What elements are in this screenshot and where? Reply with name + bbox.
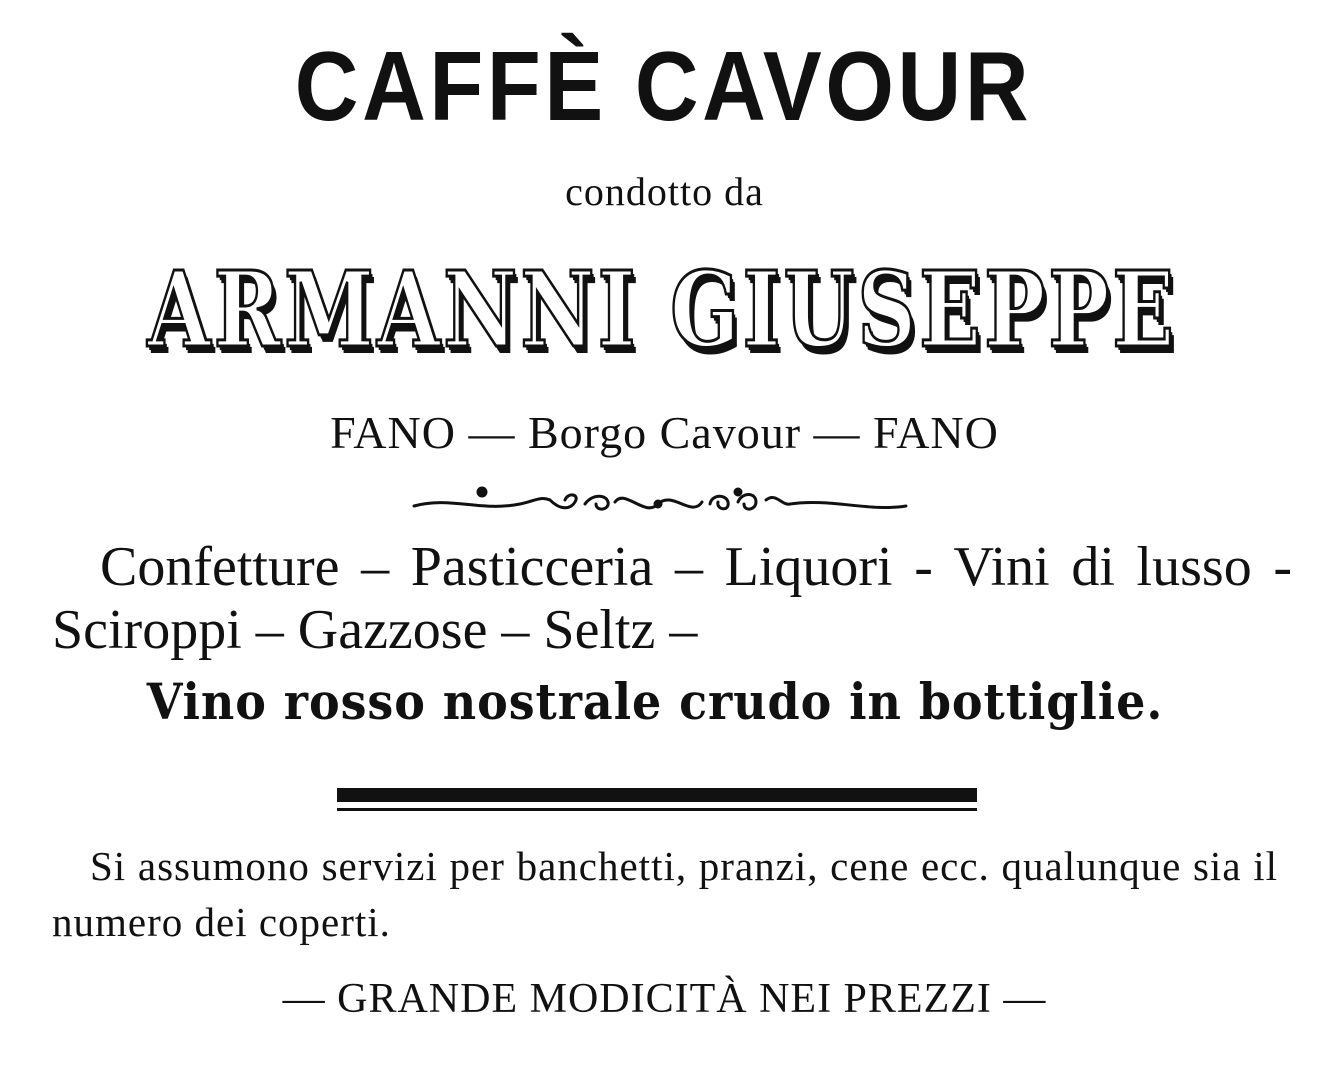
divider-thick <box>337 788 977 802</box>
proprietor-name: ARMANNI GIUSEPPE <box>147 248 1178 371</box>
services-text: Si assumono servizi per banchetti, pranzi, cene ecc. qualunque sia il numero dei coperti. <box>52 843 1278 945</box>
flourish-ornament-icon <box>410 482 910 526</box>
address-line: FANO — Borgo Cavour — FANO <box>330 407 999 458</box>
products-list: Confetture – Pasticceria – Liquori - Vini di lusso - Sciroppi – Gazzose – Seltz – <box>52 536 1292 661</box>
divider-thin <box>337 808 977 811</box>
wine-highlight: Vino rosso nostrale crudo in bottiglie. <box>146 672 1164 731</box>
conducted-by-label: condotto da <box>565 169 764 214</box>
cafe-title: CAFFÈ CAVOUR <box>294 31 1033 141</box>
slogan-line: — GRANDE MODICITÀ NEI PREZZI — <box>282 976 1047 1022</box>
